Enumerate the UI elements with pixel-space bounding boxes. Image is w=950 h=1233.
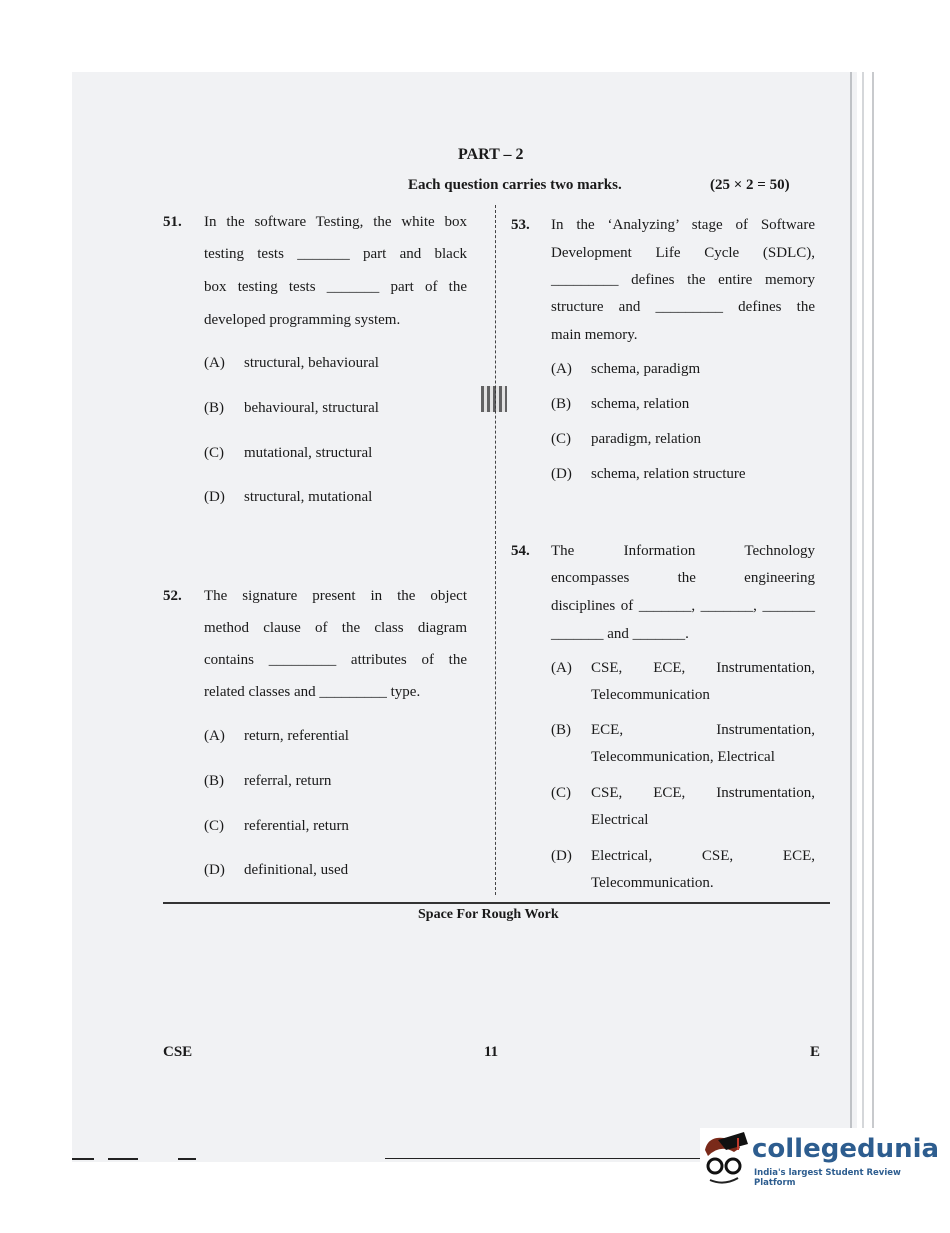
option-label: (A)	[204, 355, 225, 371]
option-text[interactable]: Electrical, CSE, ECE,	[591, 848, 815, 864]
question-text-line: main memory.	[551, 327, 638, 343]
question-text-line: disciplines of _______, _______, _______	[551, 598, 815, 614]
question-number: 51.	[163, 214, 182, 230]
option-text[interactable]: referential, return	[244, 818, 349, 834]
option-text[interactable]: schema, relation structure	[591, 466, 746, 482]
option-text[interactable]: ECE, Instrumentation,	[591, 722, 815, 738]
brand-name: collegedunia	[752, 1134, 940, 1164]
footer-page-number: 11	[484, 1044, 499, 1060]
question-text-line: _______ and _______.	[551, 626, 689, 642]
question-number: 53.	[511, 217, 530, 233]
page-edge	[862, 72, 864, 1162]
instruction: Each question carries two marks.	[408, 177, 622, 193]
question-text-line: related classes and _________ type.	[204, 684, 421, 700]
option-text[interactable]: paradigm, relation	[591, 431, 701, 447]
column-divider	[495, 205, 496, 895]
scanned-page	[72, 72, 857, 1162]
option-label: (A)	[551, 361, 572, 377]
option-text[interactable]: structural, mutational	[244, 489, 373, 505]
option-text[interactable]: CSE, ECE, Instrumentation,	[591, 660, 815, 676]
footer-subject: CSE	[163, 1044, 193, 1060]
option-label: (B)	[551, 722, 571, 738]
option-label: (A)	[204, 728, 225, 744]
question-number: 54.	[511, 543, 530, 559]
question-text-line: _________ defines the entire memory	[551, 272, 815, 288]
part-heading: PART – 2	[458, 146, 524, 163]
option-text[interactable]: Telecommunication.	[591, 875, 714, 891]
scan-mark	[385, 1158, 705, 1159]
question-text-line: box testing tests _______ part of the	[204, 279, 467, 295]
brand-tagline: India's largest Student Review Platform	[754, 1168, 901, 1188]
question-text-line: The signature present in the object	[204, 588, 467, 604]
option-text[interactable]: schema, relation	[591, 396, 690, 412]
option-text[interactable]: Telecommunication, Electrical	[591, 749, 775, 765]
option-label: (C)	[551, 785, 571, 801]
question-text-line: developed programming system.	[204, 312, 401, 328]
question-text-line: encompasses the engineering	[551, 570, 815, 586]
scan-mark	[178, 1158, 196, 1160]
option-label: (A)	[551, 660, 572, 676]
qr-code-icon	[481, 386, 507, 412]
option-text[interactable]: structural, behavioural	[244, 355, 379, 371]
question-text-line: In the ‘Analyzing’ stage of Software	[551, 217, 815, 233]
option-label: (C)	[204, 818, 224, 834]
rough-work-label: Space For Rough Work	[418, 907, 559, 922]
question-text-line: In the software Testing, the white box	[204, 214, 467, 230]
option-label: (B)	[204, 773, 224, 789]
question-text-line: Development Life Cycle (SDLC),	[551, 245, 815, 261]
question-text-line: structure and _________ defines the	[551, 299, 815, 315]
option-text[interactable]: schema, paradigm	[591, 361, 701, 377]
option-label: (D)	[204, 862, 225, 878]
option-label: (D)	[204, 489, 225, 505]
scan-mark	[108, 1158, 138, 1160]
option-text[interactable]: referral, return	[244, 773, 332, 789]
option-text[interactable]: CSE, ECE, Instrumentation,	[591, 785, 815, 801]
mascot-icon	[700, 1130, 750, 1192]
rough-work-rule	[163, 902, 830, 904]
question-text-line: testing tests _______ part and black	[204, 246, 467, 262]
question-text-line: method clause of the class diagram	[204, 620, 467, 636]
option-text[interactable]: behavioural, structural	[244, 400, 379, 416]
question-text-line: The Information Technology	[551, 543, 815, 559]
option-text[interactable]: Telecommunication	[591, 687, 710, 703]
scan-mark	[72, 1158, 94, 1160]
option-text[interactable]: return, referential	[244, 728, 349, 744]
option-label: (B)	[204, 400, 224, 416]
option-text[interactable]: Electrical	[591, 812, 649, 828]
footer-version: E	[810, 1044, 821, 1060]
page-edge	[850, 72, 852, 1162]
option-label: (D)	[551, 848, 572, 864]
option-label: (C)	[204, 445, 224, 461]
option-label: (B)	[551, 396, 571, 412]
question-text-line: contains _________ attributes of the	[204, 652, 467, 668]
question-number: 52.	[163, 588, 182, 604]
option-label: (C)	[551, 431, 571, 447]
option-text[interactable]: definitional, used	[244, 862, 349, 878]
option-text[interactable]: mutational, structural	[244, 445, 373, 461]
option-label: (D)	[551, 466, 572, 482]
marks-scheme: (25 × 2 = 50)	[710, 177, 790, 193]
page-edge	[872, 72, 874, 1162]
collegedunia-watermark	[700, 1128, 940, 1198]
